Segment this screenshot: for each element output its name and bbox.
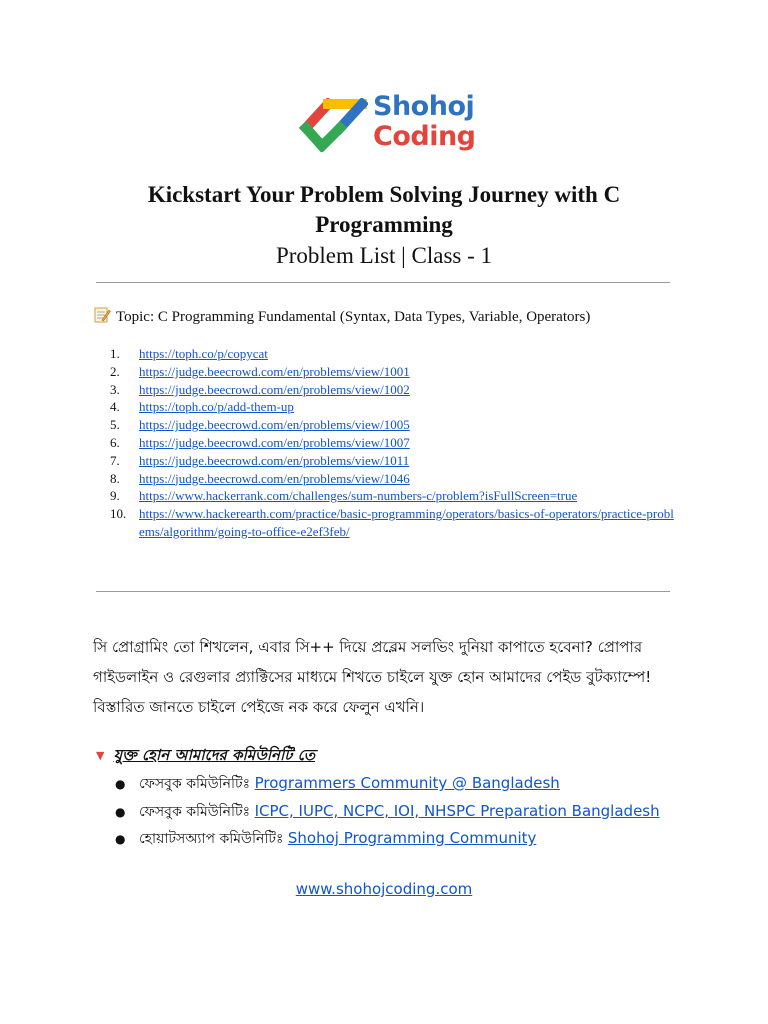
- problem-link[interactable]: https://judge.beecrowd.com/en/problems/view/1001: [139, 363, 410, 379]
- bullet-icon: ●: [115, 832, 126, 846]
- bootcamp-paragraph: সি প্রোগ্রামিং তো শিখলেন, এবার সি++ দিয়ে প্রব্লেম সলভিং দুনিয়া কাপাতে হবেনা? প্রোপার গাইডলাইন ও রেগুলার প্র্যাক্টিসের মাধ্যমে শিখতে চাইলে যুক্ত হোন আমাদের পেইড বুটক্যাম্পে! বিস্তারিত জানতে চাইলে পেইজে নক করে ফেলুন এখনি।: [93, 638, 652, 716]
- topic-line: [93, 306, 590, 327]
- problem-link[interactable]: https://toph.co/p/add-them-up: [139, 399, 294, 415]
- bullet-icon: ●: [115, 804, 126, 819]
- list-item: 7. https://judge.beecrowd.com/en/problems/view/1011: [110, 452, 410, 468]
- memo-icon: [93, 306, 111, 324]
- community-link[interactable]: Shohoj Programming Community: [287, 829, 537, 847]
- list-item: [115, 798, 660, 826]
- problem-list: [110, 345, 675, 541]
- bullet-icon: ●: [115, 777, 126, 791]
- problem-link[interactable]: https://judge.beecrowd.com/en/problems/view/1002: [139, 381, 410, 397]
- page-subtitle: Problem List | Class - 1: [275, 243, 493, 268]
- list-item: [115, 770, 660, 798]
- list-item: 6. https://judge.beecrowd.com/en/problems/view/1007: [110, 434, 410, 450]
- problem-link[interactable]: https://www.hackerrank.com/challenges/sum-numbers-c/problem?isFullScreen=true: [139, 488, 578, 504]
- community-link[interactable]: ICPC, IUPC, NCPC, IOI, NHSPC Preparation Bangladesh: [254, 801, 660, 820]
- problem-link[interactable]: https://toph.co/p/copycat: [139, 346, 268, 361]
- shohoj-coding-logo: [296, 92, 476, 158]
- community-label: ফেসবুক কমিউনিটিঃ: [139, 803, 251, 820]
- topic-text: Topic: C Programming Fundamental (Syntax, Data Types, Variable, Operators): [116, 309, 591, 325]
- page-title: Kickstart Your Problem Solving Journey with C Programming: [147, 182, 621, 237]
- divider-top: [96, 282, 670, 283]
- list-item: 3. https://judge.beecrowd.com/en/problems/view/1002: [110, 381, 410, 397]
- logo-line-1: Shohoj: [373, 91, 475, 122]
- list-item: 4. https://toph.co/p/add-them-up: [110, 399, 294, 415]
- problem-link[interactable]: https://judge.beecrowd.com/en/problems/view/1046: [139, 470, 410, 486]
- problem-link[interactable]: https://www.hackerearth.com/practice/basic-programming/operators/basics-of-operators/practice-problems/algorithm/going-to-office-e2ef3feb/: [139, 506, 674, 539]
- problem-link[interactable]: https://judge.beecrowd.com/en/problems/view/1007: [139, 434, 410, 450]
- community-label: হোয়াটসঅ্যাপ কমিউনিটিঃ: [139, 831, 284, 847]
- community-label: ফেসবুক কমিউনিটিঃ: [139, 776, 251, 792]
- website-link[interactable]: www.shohojcoding.com: [295, 880, 473, 898]
- community-list: [115, 770, 660, 853]
- community-link[interactable]: Programmers Community @ Bangladesh: [254, 774, 560, 792]
- community-heading-text: যুক্ত হোন আমাদের কমিউনিটি তে: [113, 746, 316, 764]
- list-item: 5. https://judge.beecrowd.com/en/problems/view/1005: [110, 417, 410, 433]
- list-item: 8. https://judge.beecrowd.com/en/problems/view/1046: [110, 470, 410, 486]
- problem-link[interactable]: https://judge.beecrowd.com/en/problems/view/1005: [139, 417, 410, 433]
- logo-mark-icon: [296, 98, 368, 152]
- community-heading: [96, 743, 315, 768]
- logo-wordmark: [373, 92, 476, 152]
- website-footer: [96, 878, 672, 900]
- list-item: [115, 825, 660, 853]
- problem-link[interactable]: https://judge.beecrowd.com/en/problems/view/1011: [139, 452, 410, 468]
- list-item: 2. https://judge.beecrowd.com/en/problems/view/1001: [110, 363, 410, 379]
- list-item: 1. https://toph.co/p/copycat: [110, 346, 268, 361]
- list-item: 10. https://www.hackerearth.com/practice/basic-programming/operators/basics-of-operators/practice-problems/algorithm/going-to-office-e2ef3feb/: [110, 506, 674, 539]
- triangle-down-icon: ▼: [96, 749, 105, 762]
- divider-bottom: [96, 591, 670, 592]
- list-item: 9. https://www.hackerrank.com/challenges/sum-numbers-c/problem?isFullScreen=true: [110, 488, 578, 504]
- logo-line-2: Coding: [373, 121, 476, 152]
